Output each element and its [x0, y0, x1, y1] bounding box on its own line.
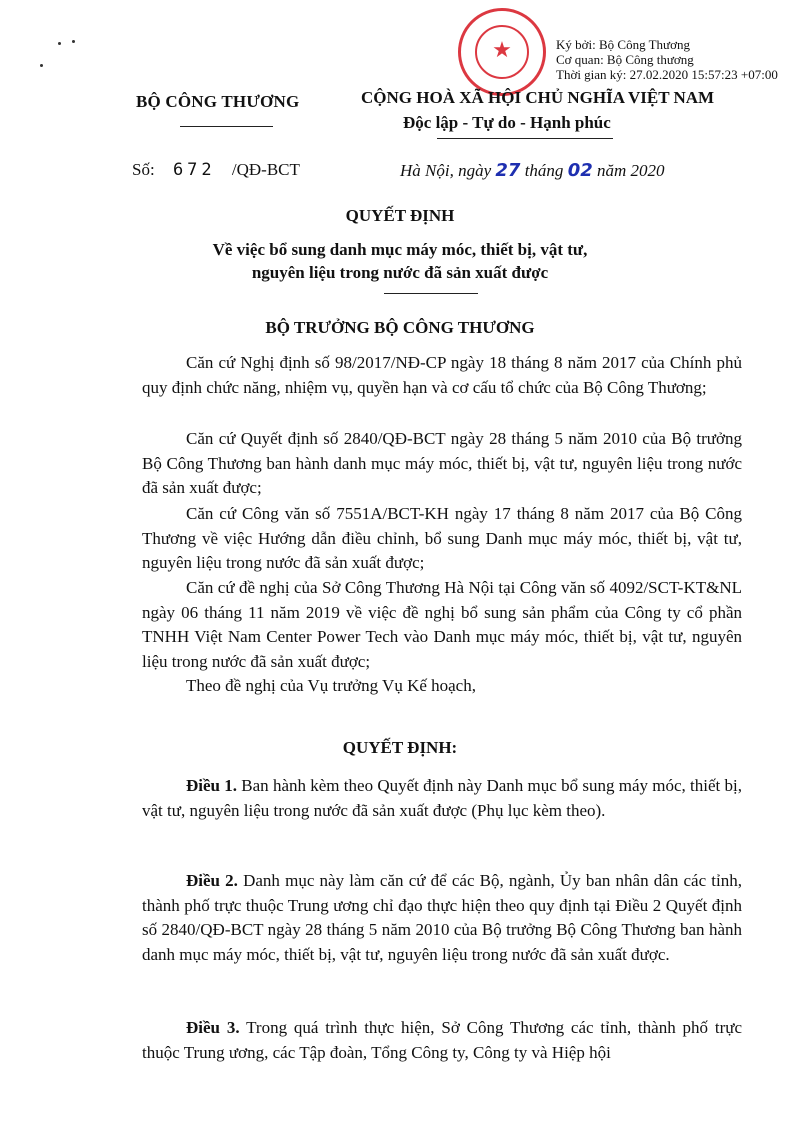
- date-year: năm 2020: [597, 161, 665, 180]
- article-2: [142, 869, 742, 967]
- date-month-handwritten: 02: [567, 160, 593, 181]
- signature-time: Thời gian ký: 27.02.2020 15:57:23 +07:00: [556, 67, 778, 82]
- official-seal: [458, 8, 546, 96]
- preamble-paragraph: Căn cứ đề nghị của Sở Công Thương Hà Nội tại Công văn số 4092/SCT-KT&NL ngày 06 tháng 11 năm 2019 về việc đề nghị bổ sung sản phẩm của Công ty cổ phần TNHH Việt Nam Center Power Tech vào Danh mục máy móc, thiết bị, vật tư, nguyên liệu trong nước đã sản xuất được;: [142, 578, 742, 671]
- article-text: Danh mục này làm căn cứ để các Bộ, ngành, Ủy ban nhân dân các tỉnh, thành phố trực thuộc Trung ương chỉ đạo thực hiện theo quy định tại Điều 2 Quyết định số 2840/QĐ-BCT ngày 28 tháng 5 năm 2010 của Bộ trưởng Bộ Công Thương ban hành danh mục máy móc, thiết bị, vật tư, nguyên liệu trong nước đã sản xuất được.: [142, 871, 743, 964]
- document-number-prefix: Số:: [132, 160, 155, 179]
- document-number-suffix: /QĐ-BCT: [231, 160, 300, 179]
- decision-heading: QUYẾT ĐỊNH:: [342, 738, 458, 757]
- subject-line-2: nguyên liệu trong nước đã sản xuất được: [251, 263, 549, 282]
- subject-line-1: Về việc bổ sung danh mục máy móc, thiết bị, vật tư,: [212, 240, 588, 259]
- scan-speck: [40, 64, 43, 67]
- nation-name: CỘNG HOÀ XÃ HỘI CHỦ NGHĨA VIỆT NAM: [361, 88, 715, 107]
- article-3: [142, 1016, 742, 1065]
- ministry-underline: [180, 126, 273, 127]
- seal-star-icon: ★: [492, 37, 512, 62]
- article-text: Trong quá trình thực hiện, Sở Công Thương các tỉnh, thành phố trực thuộc Trung ương, các Tập đoàn, Tổng Công ty, Công ty và Hiệp hội: [142, 1018, 743, 1062]
- document-type-heading: QUYẾT ĐỊNH: [345, 206, 455, 225]
- scan-speck: [72, 40, 75, 43]
- article-label: Điều 2.: [186, 871, 238, 890]
- preamble-paragraph: Căn cứ Quyết định số 2840/QĐ-BCT ngày 28 tháng 5 năm 2010 của Bộ trưởng Bộ Công Thương ban hành danh mục máy móc, thiết bị, vật tư, nguyên liệu trong nước đã sản xuất được;: [142, 429, 742, 497]
- motto-underline: [437, 138, 613, 139]
- seal-inner-ring: [475, 25, 529, 79]
- document-number-value: 672: [172, 160, 216, 180]
- date-day-handwritten: 27: [495, 160, 521, 181]
- scan-speck: [58, 42, 61, 45]
- article-label: Điều 3.: [186, 1018, 240, 1037]
- preamble-paragraph: Căn cứ Nghị định số 98/2017/NĐ-CP ngày 18 tháng 8 năm 2017 của Chính phủ quy định chức năng, nhiệm vụ, quyền hạn và cơ cấu tổ chức của Bộ Công Thương;: [142, 353, 742, 397]
- ministry-name: BỘ CÔNG THƯƠNG: [136, 92, 300, 111]
- article-text: Ban hành kèm theo Quyết định này Danh mục bổ sung máy móc, thiết bị, vật tư, nguyên liệu trong nước đã sản xuất được (Phụ lục kèm theo).: [142, 776, 743, 820]
- article-1: [142, 774, 742, 823]
- document-number: [132, 160, 300, 180]
- article-label: Điều 1.: [186, 776, 238, 795]
- issue-date: [400, 160, 665, 181]
- date-month-label: tháng: [524, 161, 564, 180]
- national-motto: Độc lập - Tự do - Hạnh phúc: [403, 113, 611, 132]
- signature-signed-by: Ký bởi: Bộ Công Thương: [556, 37, 690, 52]
- date-place-day-label: Hà Nội, ngày: [400, 161, 492, 180]
- title-underline: [384, 293, 478, 294]
- issuing-authority: BỘ TRƯỞNG BỘ CÔNG THƯƠNG: [265, 318, 535, 337]
- preamble-paragraph: Theo đề nghị của Vụ trưởng Vụ Kế hoạch,: [186, 676, 476, 695]
- signature-agency: Cơ quan: Bộ Công thương: [556, 52, 694, 67]
- preamble-paragraph: Căn cứ Công văn số 7551A/BCT-KH ngày 17 tháng 8 năm 2017 của Bộ Công Thương về việc Hướng dẫn điều chỉnh, bổ sung Danh mục máy móc, thiết bị, vật tư, nguyên liệu trong nước đã sản xuất được;: [142, 504, 742, 572]
